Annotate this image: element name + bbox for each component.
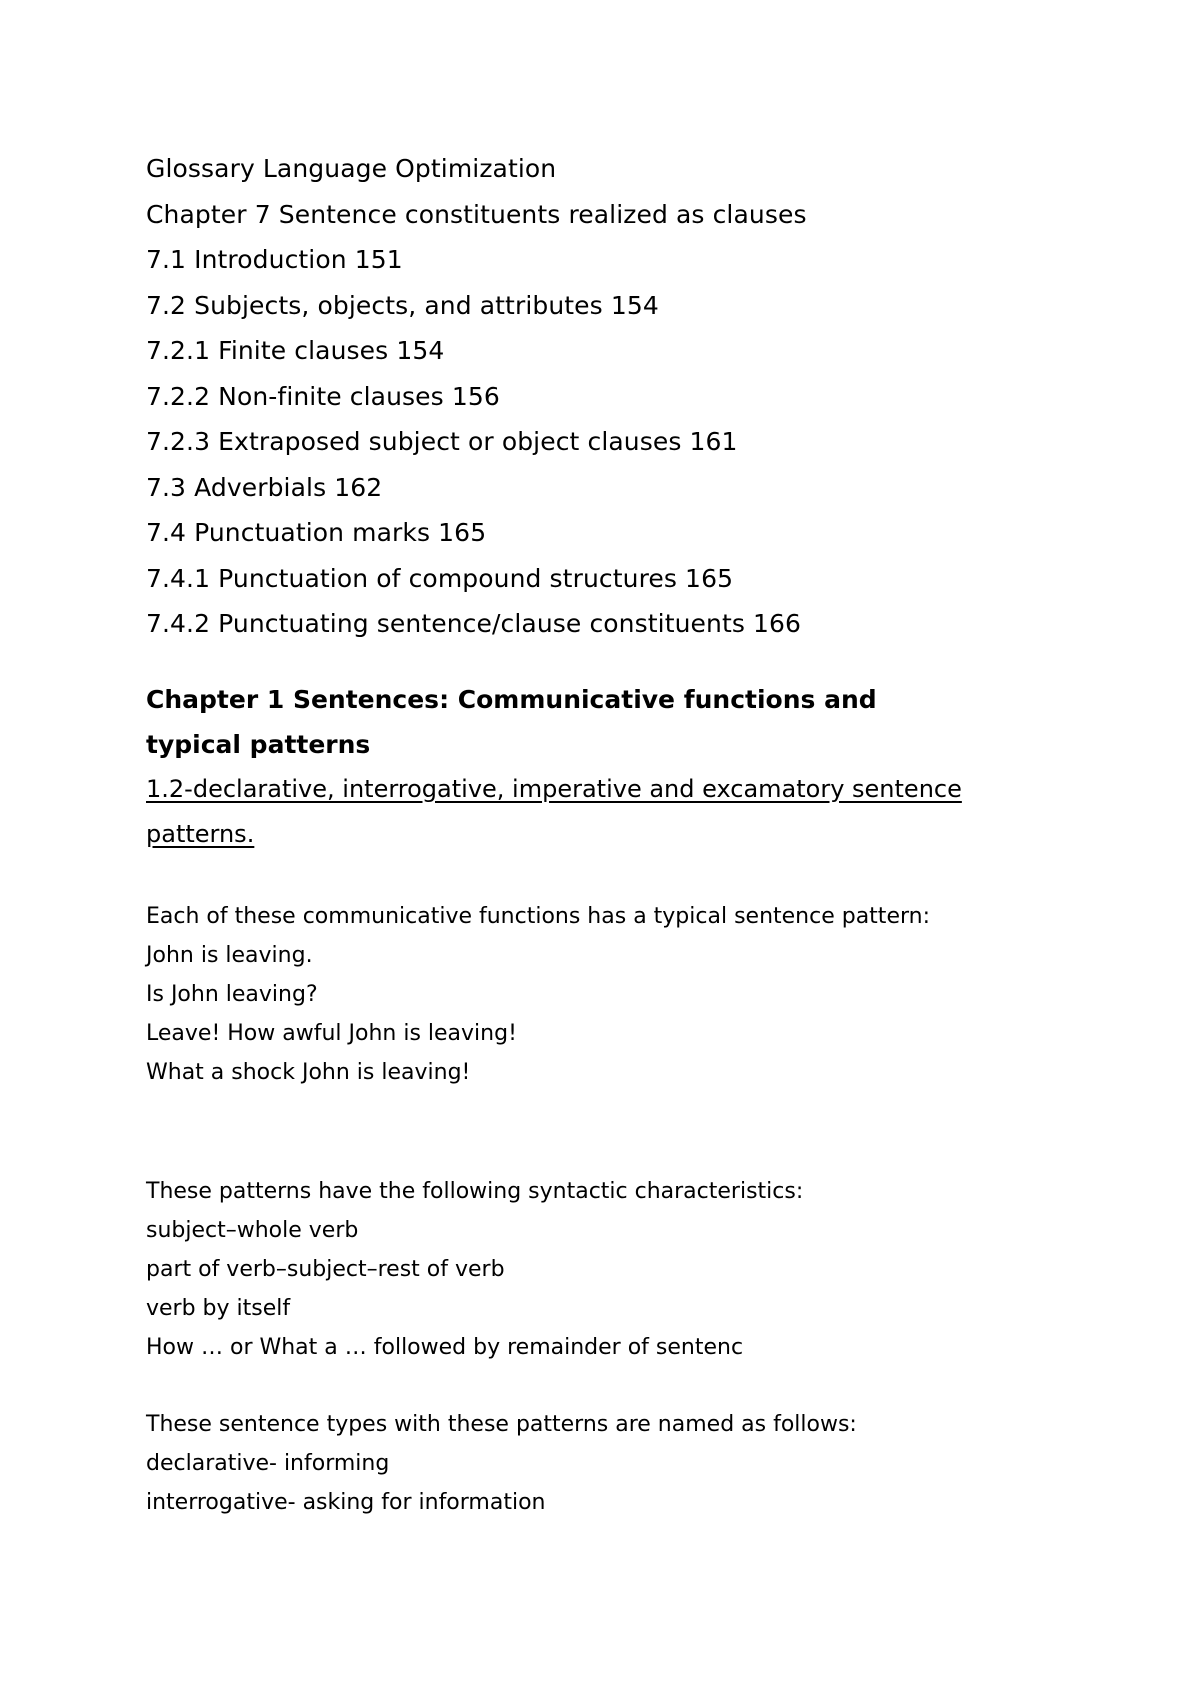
toc-entry: 7.4 Punctuation marks 165 — [146, 518, 487, 547]
toc-entry: 7.4.2 Punctuating sentence/clause constituents 166 — [146, 609, 802, 638]
section-1-2-heading: 1.2-declarative, interrogative, imperative and excamatory sentence patterns. — [146, 774, 962, 848]
sentence-type-item: interrogative- asking for information — [146, 1489, 546, 1515]
document-title: Glossary Language Optimization — [146, 154, 557, 183]
characteristic-item: How … or What a … followed by remainder of sentenc — [146, 1334, 744, 1360]
examples-paragraph — [146, 897, 1086, 1092]
toc-entry: 7.3 Adverbials 162 — [146, 472, 383, 502]
types-paragraph — [146, 1405, 1086, 1522]
example-sentence: John is leaving. — [146, 942, 313, 968]
characteristics-paragraph — [146, 1172, 1086, 1367]
toc-entry: 7.2.2 Non-finite clauses 156 — [146, 381, 500, 411]
characteristic-item: verb by itself — [146, 1295, 291, 1321]
table-of-contents — [146, 146, 1086, 647]
toc-entry: 7.4.1 Punctuation of compound structures 165 — [146, 563, 734, 593]
paragraph-line: Each of these communicative functions has a typical sentence pattern: — [146, 903, 930, 929]
chapter-1-heading: Chapter 1 Sentences: Communicative functions and typical patterns — [146, 684, 877, 759]
example-sentence: What a shock John is leaving! — [146, 1059, 471, 1085]
example-sentence: Leave! How awful John is leaving! — [146, 1020, 517, 1046]
example-sentence: Is John leaving? — [146, 981, 318, 1007]
paragraph-line: These patterns have the following syntactic characteristics: — [146, 1178, 804, 1204]
toc-entry: 7.2.3 Extraposed subject or object clauses 161 — [146, 427, 738, 456]
chapter-7-title: Chapter 7 Sentence constituents realized as clauses — [146, 199, 807, 229]
characteristic-item: subject–whole verb — [146, 1217, 359, 1243]
paragraph-line: These sentence types with these patterns are named as follows: — [146, 1411, 857, 1437]
toc-entry: 7.2.1 Finite clauses 154 — [146, 336, 445, 365]
sentence-type-item: declarative- informing — [146, 1450, 390, 1476]
document-body — [146, 146, 1086, 1522]
toc-entry: 7.2 Subjects, objects, and attributes 154 — [146, 290, 659, 320]
characteristic-item: part of verb–subject–rest of verb — [146, 1256, 505, 1282]
toc-entry: 7.1 Introduction 151 — [146, 245, 403, 274]
